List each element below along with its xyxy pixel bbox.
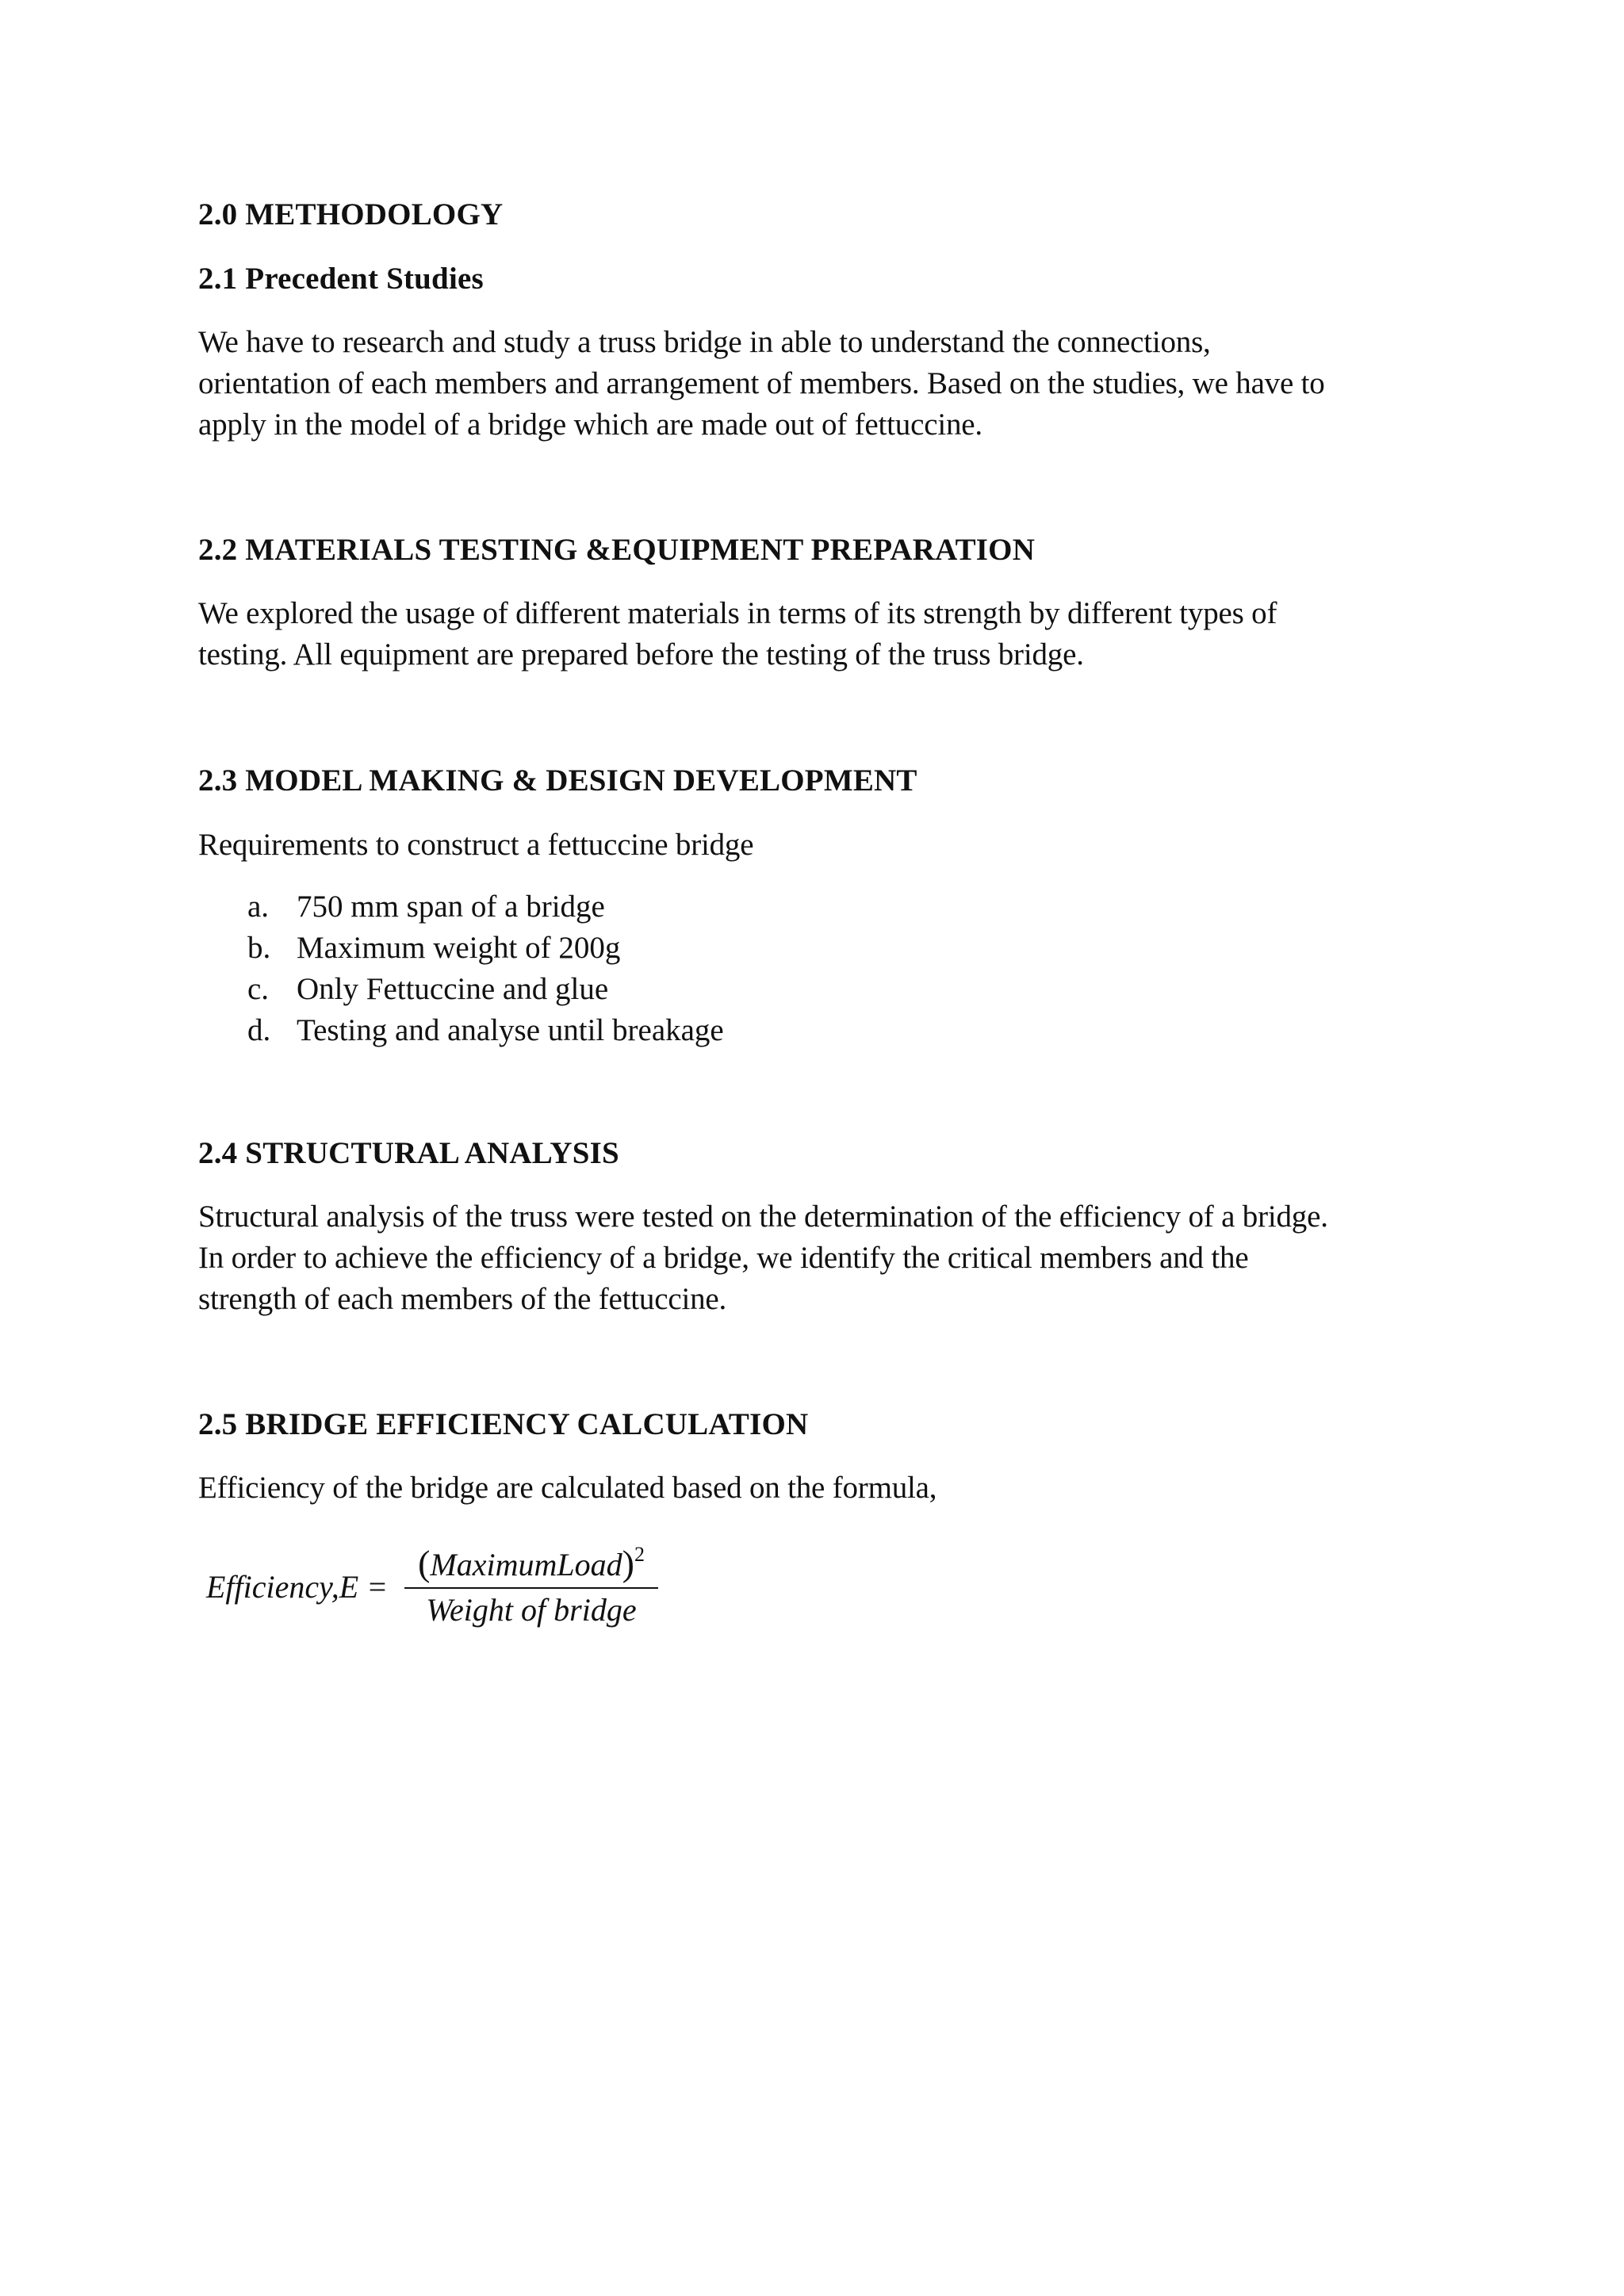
paragraph-line: testing. All equipment are prepared before the testing of the truss bridge.	[198, 637, 1084, 672]
heading-model-making: 2.3 MODEL MAKING & DESIGN DEVELOPMENT	[198, 763, 917, 798]
paragraph-line: apply in the model of a bridge which are made out of fettuccine.	[198, 408, 982, 442]
paragraph-requirements-intro: Requirements to construct a fettuccine bridge	[198, 828, 754, 862]
paragraph-efficiency-intro: Efficiency of the bridge are calculated based on the formula,	[198, 1471, 937, 1505]
list-marker: b.	[247, 931, 271, 965]
paragraph-line: In order to achieve the efficiency of a bridge, we identify the critical members and the	[198, 1241, 1249, 1275]
formula-numerator-text: MaximumLoad	[430, 1547, 622, 1582]
heading-structural-analysis: 2.4 STRUCTURAL ANALYSIS	[198, 1136, 619, 1170]
list-item	[247, 1010, 724, 1051]
heading-precedent-studies: 2.1 Precedent Studies	[198, 262, 484, 296]
list-marker: d.	[247, 1013, 271, 1047]
list-item-text: 750 mm span of a bridge	[297, 890, 605, 924]
list-item-text: Only Fettuccine and glue	[297, 972, 609, 1006]
formula-fraction	[404, 1534, 658, 1630]
formula-lhs: Efficiency,E =	[206, 1569, 389, 1605]
efficiency-formula	[206, 1534, 714, 1637]
list-item	[247, 969, 724, 1010]
requirements-list	[247, 886, 724, 1051]
heading-bridge-efficiency: 2.5 BRIDGE EFFICIENCY CALCULATION	[198, 1407, 809, 1441]
list-item	[247, 928, 724, 969]
paragraph-line: orientation of each members and arrangement of members. Based on the studies, we have to	[198, 366, 1325, 400]
paragraph-precedent-studies	[198, 322, 1435, 446]
formula-paren-open: (	[418, 1543, 431, 1583]
formula-paren-close: )	[622, 1543, 634, 1583]
paragraph-line: We explored the usage of different materials in terms of its strength by different types of	[198, 596, 1277, 630]
formula-denominator: Weight of bridge	[426, 1592, 637, 1628]
list-item-text: Maximum weight of 200g	[297, 931, 621, 965]
list-item	[247, 886, 724, 928]
list-marker: c.	[247, 972, 270, 1006]
paragraph-line: strength of each members of the fettuccine.	[198, 1282, 727, 1316]
paragraph-materials-testing	[198, 593, 1435, 675]
formula-numerator	[404, 1534, 658, 1586]
heading-materials-testing: 2.2 MATERIALS TESTING &EQUIPMENT PREPARATION	[198, 533, 1036, 567]
formula-exponent: 2	[634, 1543, 645, 1566]
paragraph-line: We have to research and study a truss bridge in able to understand the connections,	[198, 325, 1211, 359]
paragraph-structural-analysis	[198, 1196, 1435, 1320]
paragraph-line: Structural analysis of the truss were tested on the determination of the efficiency of a bridge.	[198, 1200, 1328, 1234]
formula-fraction-bar	[404, 1587, 658, 1589]
list-marker: a.	[247, 890, 270, 924]
list-item-text: Testing and analyse until breakage	[297, 1013, 724, 1047]
heading-methodology: 2.0 METHODOLOGY	[198, 197, 504, 232]
